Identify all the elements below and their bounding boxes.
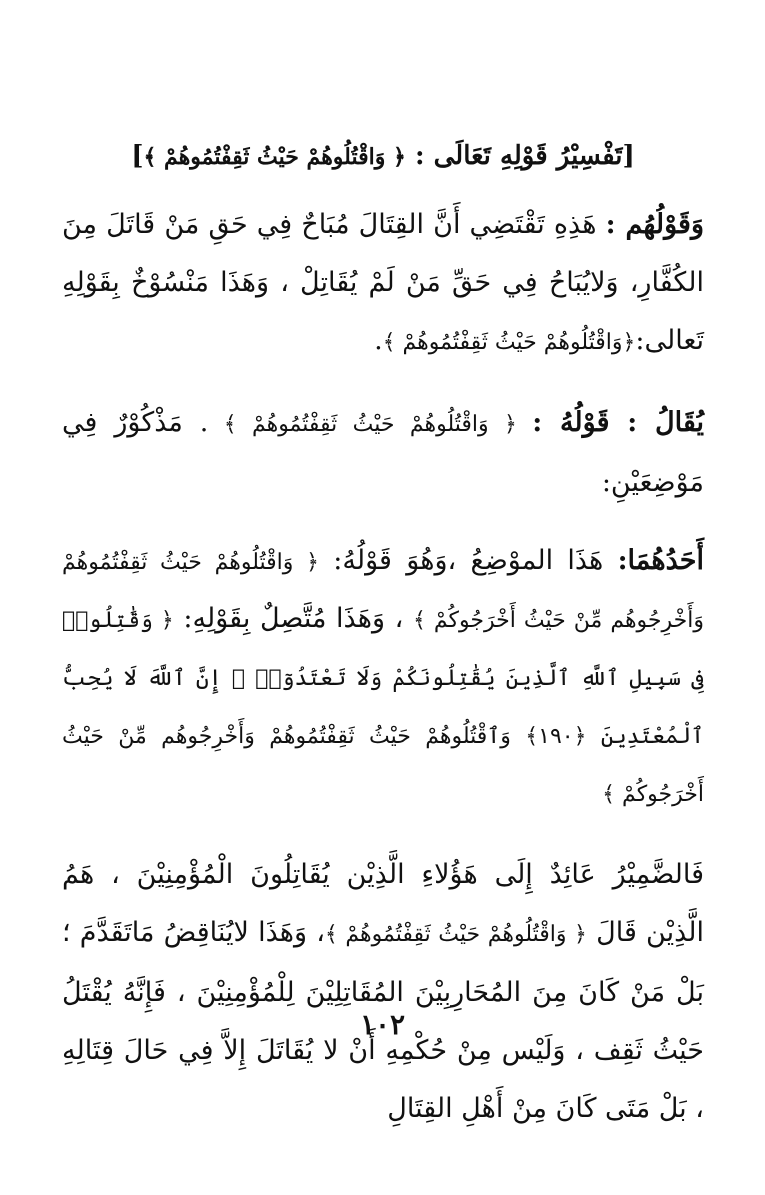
paragraph-3-text: هَذَا الموْضِعُ ،وَهُوَ قَوْلُهُ:: [319, 545, 618, 576]
paragraph-2-text: . مَذْكُوْرٌ فِي مَوْضِعَيْنِ:: [62, 407, 704, 498]
paragraph-3-quran-quote-1: ﴿ وَاقْتُلُوهُمْ حَيْثُ ثَقِفْتُمُوهُمْ وَأَخْرِجُوهُم مِّنْ حَيْثُ أَخْرَجُوكُمْ ﴾: [62, 550, 704, 633]
paragraph-3-lead: أَحَدُهُمَا:: [617, 545, 704, 576]
paragraph-1-lead: وَقَوْلُهُم :: [605, 209, 705, 240]
section-heading: [62, 128, 704, 186]
heading-open-bracket: [: [622, 141, 635, 171]
paragraph-2: [62, 394, 704, 512]
paragraph-1-end: .: [374, 325, 383, 356]
paragraph-3-quran-quote-2: ﴿ وَقَٰتِلُوا۟ فِى سَبِيلِ ٱللَّهِ ٱلَّذِينَ يُقَٰتِلُونَكُمْ وَلَا تَعْتَدُوٓا۟ ۚ إِنَّ ٱللَّهَ لَا يُحِبُّ ٱلْمُعْتَدِينَ ﴿١٩٠﴾ وَٱقْتُلُوهُمْ حَيْثُ ثَقِفْتُمُوهُمْ وَأَخْرِجُوهُم مِّنْ حَيْثُ أَخْرَجُوكُمْ ﴾: [62, 608, 705, 807]
heading-close-bracket: ]: [131, 141, 144, 171]
page-number: ١٠٢: [359, 1008, 406, 1041]
paragraph-2-lead: يُقَالُ : قَوْلُهُ :: [532, 407, 704, 438]
paragraph-2-quran-quote: ﴿ وَاقْتُلُوهُمْ حَيْثُ ثَقِفْتُمُوهُمْ ﴾: [208, 412, 533, 437]
heading-label: تَفْسِيْرُ قَوْلِهِ تَعَالَى :: [414, 141, 623, 171]
paragraph-3-text-2: ، وَهَذَا مُتَّصِلٌ بِقَوْلِهِ:: [173, 603, 413, 634]
paragraph-4-quran-quote: ﴿ وَاقْتُلُوهُمْ حَيْثُ ثَقِفْتُمُوهُمْ ﴾: [324, 922, 587, 947]
paragraph-1-quran-quote: ﴿وَاقْتُلُوهُمْ حَيْثُ ثَقِفْتُمُوهُمْ ﴾: [382, 330, 636, 355]
paragraph-4-text: فَالضَّمِيْرُ عَائِدٌ إِلَى هَؤُلاءِ الَّذِيْن يُقَاتِلُونَ الْمُؤْمِنِيْنَ ، هَمُ الَّذِيْن قَالَ: [62, 859, 704, 948]
paragraph-4: [62, 846, 704, 1138]
heading-quran-quote: ﴿ وَاقْتُلُوهُمْ حَيْثُ ثَقِفْتُمُوهُمْ ﴾: [143, 144, 406, 170]
paragraph-4-text-2: ، وَهَذَا لايُنَاقِضُ مَاتَقَدَّمَ ؛ بَلْ مَنْ كَانَ مِنَ المُحَارِبِيْنَ المُقَاتِلِيْنَ لِلْمُؤْمِنِيْنَ ، فَإِنَّهُ يُقْتَلُ حَيْثُ ثَقِف ، وَلَيْس مِنْ حُكْمِهِ أَنْ لا يُقَاتَلَ إِلاَّ فِي حَالَ قِتَالِهِ ، بَلْ مَتَى كَانَ مِنْ أَهْلِ القِتَالِ: [62, 917, 704, 1124]
paragraph-1: [62, 196, 704, 372]
page-content: [62, 128, 704, 1138]
paragraph-3: [62, 534, 704, 824]
paragraph-1-text: هَذِهِ تَقْتَضِي أَنَّ القِتَالَ مُبَاحٌ فِي حَقِ مَنْ قَاتَلَ مِنَ الكُفَّارِ، وَلايُبَاحُ فِي حَقِّ مَنْ لَمْ يُقَاتِلْ ، وَهَذَا مَنْسُوْخٌ بِقَوْلِهِ تَعالى:: [62, 209, 704, 356]
